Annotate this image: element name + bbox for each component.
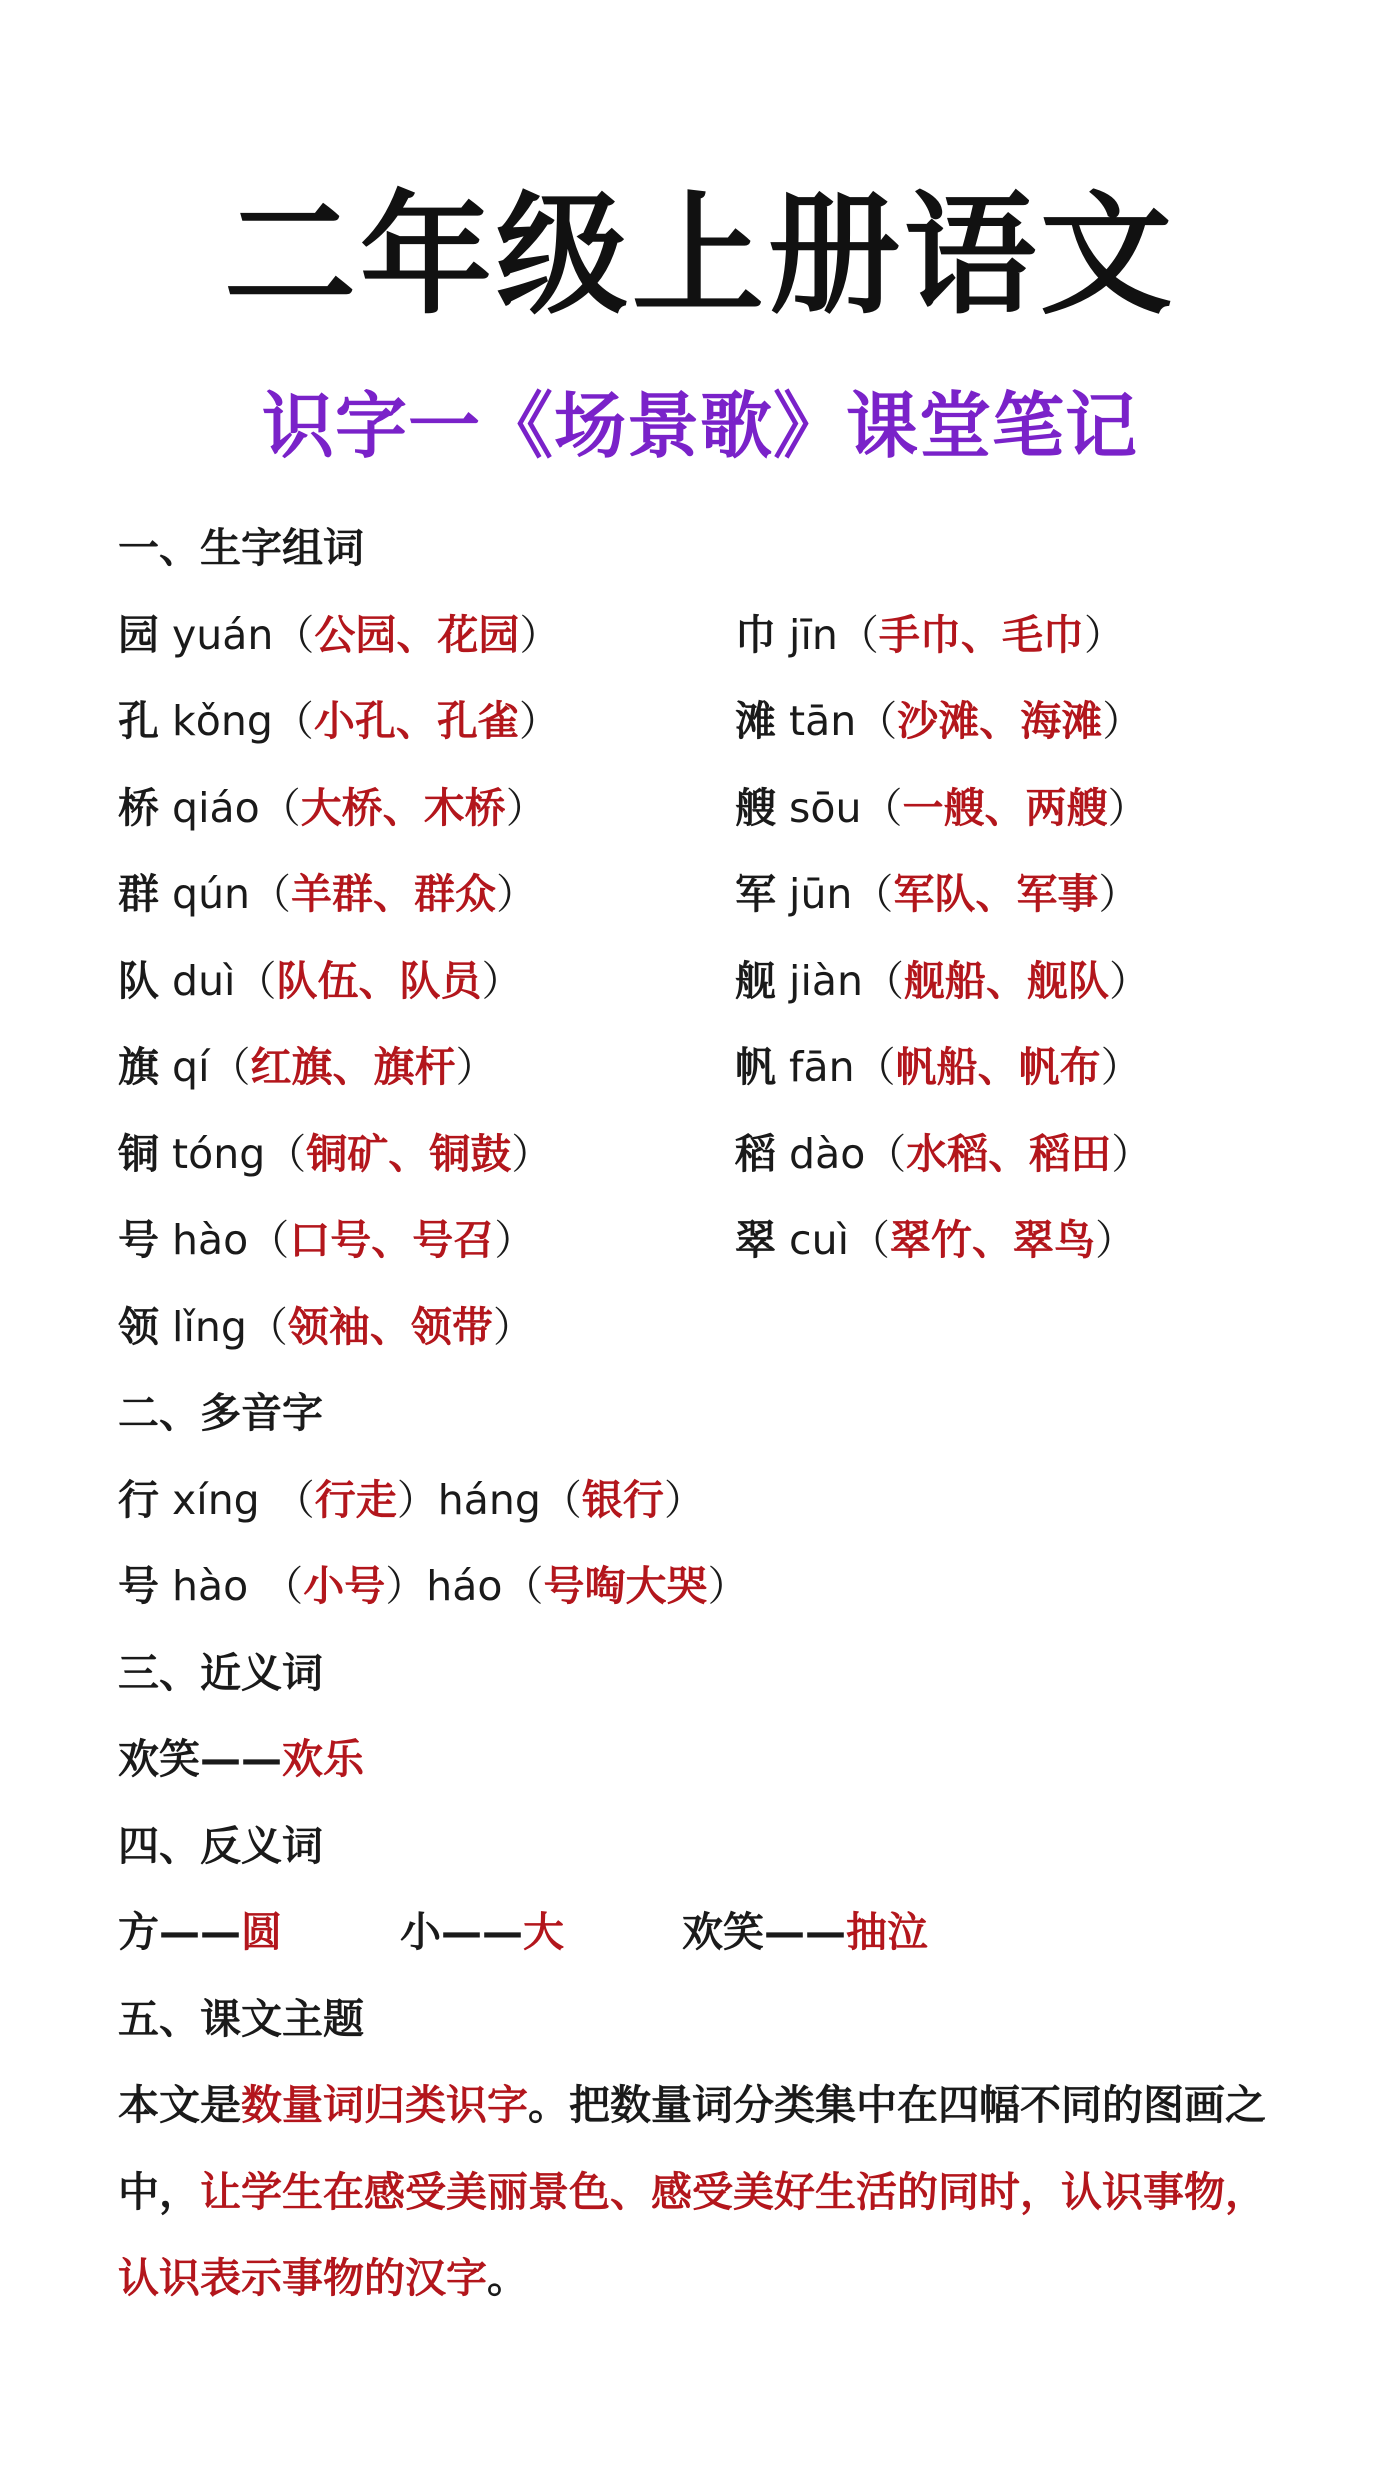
- close-paren: ）: [481, 956, 523, 1005]
- theme-text: 本文是: [118, 2081, 241, 2129]
- vocab-words: 红旗、旗杆: [250, 1043, 456, 1091]
- polyphone-pinyin: háng: [437, 1475, 541, 1524]
- open-paren: （: [502, 1562, 544, 1610]
- vocab-char: 舰: [735, 956, 776, 1005]
- vocab-pinyin: jiàn: [789, 956, 863, 1005]
- vocab-char: 群: [118, 870, 159, 918]
- polyphone-char: 号: [118, 1562, 159, 1610]
- vocab-entry: [735, 1111, 1298, 1198]
- vocab-char: 帆: [735, 1043, 776, 1091]
- vocab-entry: [118, 678, 735, 765]
- notes-content: [118, 505, 1298, 2322]
- vocab-words: 小孔、孔雀: [313, 697, 519, 745]
- open-paren: （: [852, 870, 894, 918]
- open-paren: （: [273, 610, 315, 659]
- vocab-words: 羊群、群众: [291, 870, 497, 918]
- vocab-words: 沙滩、海滩: [897, 697, 1103, 745]
- polyphone-list: [118, 1457, 1298, 1630]
- synonym-entry: [118, 1716, 1298, 1803]
- vocab-char: 翠: [735, 1216, 776, 1264]
- vocab-pinyin: qún: [172, 870, 251, 918]
- theme-highlight: 数量词归类识字: [241, 2081, 528, 2129]
- vocab-words: 大桥、木桥: [300, 783, 506, 832]
- section-heading-vocab: 一、生字组词: [118, 524, 364, 572]
- close-paren: ）: [1107, 783, 1149, 832]
- vocab-entry: [118, 592, 735, 679]
- open-paren: （: [246, 1302, 288, 1351]
- vocab-char: 园: [118, 610, 159, 659]
- vocab-pinyin: qí: [172, 1043, 210, 1091]
- vocab-char: 号: [118, 1216, 159, 1264]
- section-heading-antonym: 四、反义词: [118, 1821, 323, 1870]
- polyphone-word: 银行: [581, 1475, 664, 1524]
- theme-paragraph: [118, 2062, 1298, 2322]
- vocab-char: 领: [118, 1302, 159, 1351]
- vocab-pinyin: tān: [789, 697, 857, 745]
- vocab-entry: [118, 1111, 735, 1198]
- open-paren: （: [861, 783, 903, 832]
- antonym-answer: 圆: [241, 1908, 282, 1956]
- vocab-words: 军队、军事: [893, 870, 1099, 918]
- close-paren: ）: [1094, 1216, 1136, 1264]
- antonym-entry: [400, 1889, 564, 1976]
- dash: ——: [200, 1735, 282, 1783]
- close-paren: ）: [1111, 1129, 1153, 1178]
- vocab-char: 稻: [735, 1129, 776, 1178]
- vocab-words: 水稻、稻田: [906, 1129, 1112, 1178]
- vocab-entry: [118, 851, 735, 938]
- vocab-entry: [735, 938, 1298, 1025]
- open-paren: （: [854, 1043, 896, 1091]
- vocab-entry: [118, 765, 735, 852]
- polyphone-word: 号啕大哭: [543, 1562, 708, 1610]
- open-paren: （: [272, 697, 314, 745]
- vocab-entry: [735, 1197, 1298, 1284]
- vocab-words: 手巾、毛巾: [878, 610, 1084, 659]
- page-subtitle: 识字一《场景歌》课堂笔记: [261, 384, 1138, 468]
- vocab-entry: [118, 1024, 735, 1111]
- close-paren: ）: [1083, 610, 1125, 659]
- vocab-pinyin: kǒng: [172, 697, 273, 745]
- vocab-char: 队: [118, 956, 159, 1005]
- close-paren: ）: [496, 870, 538, 918]
- synonym-answer: 欢乐: [282, 1735, 364, 1783]
- vocab-words: 帆船、帆布: [895, 1043, 1101, 1091]
- polyphone-char: 行: [118, 1475, 159, 1524]
- vocab-entry: [735, 1284, 1298, 1371]
- open-paren: （: [248, 1216, 290, 1264]
- section-heading-theme: 五、课文主题: [118, 1994, 364, 2043]
- open-paren: （: [273, 1475, 315, 1524]
- vocab-char: 军: [735, 870, 776, 918]
- close-paren: ）: [518, 697, 560, 745]
- close-paren: ）: [519, 610, 561, 659]
- dash: ——: [441, 1908, 523, 1956]
- open-paren: （: [262, 1562, 304, 1610]
- polyphone-pinyin: xíng: [172, 1475, 260, 1524]
- vocab-pinyin: lǐng: [172, 1302, 247, 1351]
- polyphone-word: 小号: [303, 1562, 386, 1610]
- polyphone-pinyin: hào: [172, 1562, 249, 1610]
- vocab-words: 口号、号召: [289, 1216, 495, 1264]
- antonym-word: 方: [118, 1908, 159, 1956]
- theme-text: 。把数量词分类集中在四幅不同的图画之中，: [118, 2081, 1266, 2216]
- vocab-entry: [118, 938, 735, 1025]
- vocab-pinyin: jīn: [789, 610, 838, 659]
- antonym-word: 小: [400, 1908, 441, 1956]
- dash: ——: [764, 1908, 846, 1956]
- antonym-answer: 大: [523, 1908, 564, 1956]
- close-paren: ）: [707, 1562, 749, 1610]
- close-paren: ）: [385, 1562, 427, 1610]
- vocab-entry: [735, 851, 1298, 938]
- vocab-entry: [735, 678, 1298, 765]
- vocab-words: 舰船、舰队: [903, 956, 1109, 1005]
- vocab-char: 滩: [735, 697, 776, 745]
- vocab-pinyin: fān: [789, 1043, 855, 1091]
- open-paren: （: [837, 610, 879, 659]
- antonym-word: 欢笑: [682, 1908, 764, 1956]
- close-paren: ）: [511, 1129, 553, 1178]
- vocab-char: 艘: [735, 783, 776, 832]
- synonym-list: [118, 1716, 1298, 1803]
- polyphone-entry: [118, 1543, 1298, 1630]
- section-heading-synonym: 三、近义词: [118, 1648, 323, 1697]
- vocab-entry: [118, 1284, 735, 1371]
- close-paren: ）: [1100, 1043, 1142, 1091]
- close-paren: ）: [1098, 870, 1140, 918]
- open-paren: （: [856, 697, 898, 745]
- theme-text: 。: [487, 2254, 528, 2302]
- close-paren: ）: [455, 1043, 497, 1091]
- open-paren: （: [540, 1475, 582, 1524]
- vocab-pinyin: duì: [172, 956, 236, 1005]
- open-paren: （: [250, 870, 292, 918]
- close-paren: ）: [1108, 956, 1150, 1005]
- synonym-word: 欢笑: [118, 1735, 200, 1783]
- close-paren: ）: [1102, 697, 1144, 745]
- vocab-char: 巾: [735, 610, 776, 659]
- open-paren: （: [848, 1216, 890, 1264]
- vocab-words: 队伍、队员: [276, 956, 482, 1005]
- open-paren: （: [259, 783, 301, 832]
- polyphone-word: 行走: [314, 1475, 397, 1524]
- vocab-entry: [118, 1197, 735, 1284]
- vocab-words: 翠竹、翠鸟: [889, 1216, 1095, 1264]
- vocab-pinyin: tóng: [172, 1129, 266, 1178]
- vocab-char: 桥: [118, 783, 159, 832]
- antonym-entry: [118, 1889, 282, 1976]
- open-paren: （: [862, 956, 904, 1005]
- vocab-entry: [735, 1024, 1298, 1111]
- vocab-pinyin: sōu: [789, 783, 862, 832]
- vocab-pinyin: qiáo: [172, 783, 260, 832]
- vocab-pinyin: cuì: [789, 1216, 849, 1264]
- vocab-pinyin: dào: [789, 1129, 866, 1178]
- vocab-entry: [735, 765, 1298, 852]
- open-paren: （: [865, 1129, 907, 1178]
- page-title: 二年级上册语文: [224, 179, 1176, 333]
- vocab-grid: [118, 592, 1298, 1371]
- close-paren: ）: [505, 783, 547, 832]
- antonym-entry: [682, 1889, 928, 1976]
- vocab-words: 铜矿、铜鼓: [306, 1129, 512, 1178]
- dash: ——: [159, 1908, 241, 1956]
- vocab-entry: [735, 592, 1298, 679]
- open-paren: （: [265, 1129, 307, 1178]
- vocab-char: 铜: [118, 1129, 159, 1178]
- close-paren: ）: [396, 1475, 438, 1524]
- vocab-pinyin: yuán: [172, 610, 274, 659]
- vocab-char: 孔: [118, 697, 159, 745]
- antonym-answer: 抽泣: [846, 1908, 928, 1956]
- vocab-words: 一艘、两艘: [902, 783, 1108, 832]
- vocab-words: 公园、花园: [314, 610, 520, 659]
- theme-highlight: 让学生在感受美丽景色、感受美好生活的同时，认识事物，认识表示事物的汉字: [118, 2167, 1266, 2302]
- close-paren: ）: [494, 1216, 536, 1264]
- vocab-char: 旗: [118, 1043, 159, 1091]
- antonym-list: [118, 1889, 1298, 1976]
- open-paren: （: [209, 1043, 251, 1091]
- close-paren: ）: [663, 1475, 705, 1524]
- vocab-pinyin: hào: [172, 1216, 249, 1264]
- section-heading-polyphone: 二、多音字: [118, 1389, 323, 1437]
- polyphone-pinyin: háo: [426, 1562, 503, 1610]
- vocab-words: 领袖、领带: [287, 1302, 493, 1351]
- vocab-pinyin: jūn: [789, 870, 853, 918]
- open-paren: （: [235, 956, 277, 1005]
- polyphone-entry: [118, 1457, 1298, 1544]
- close-paren: ）: [492, 1302, 534, 1351]
